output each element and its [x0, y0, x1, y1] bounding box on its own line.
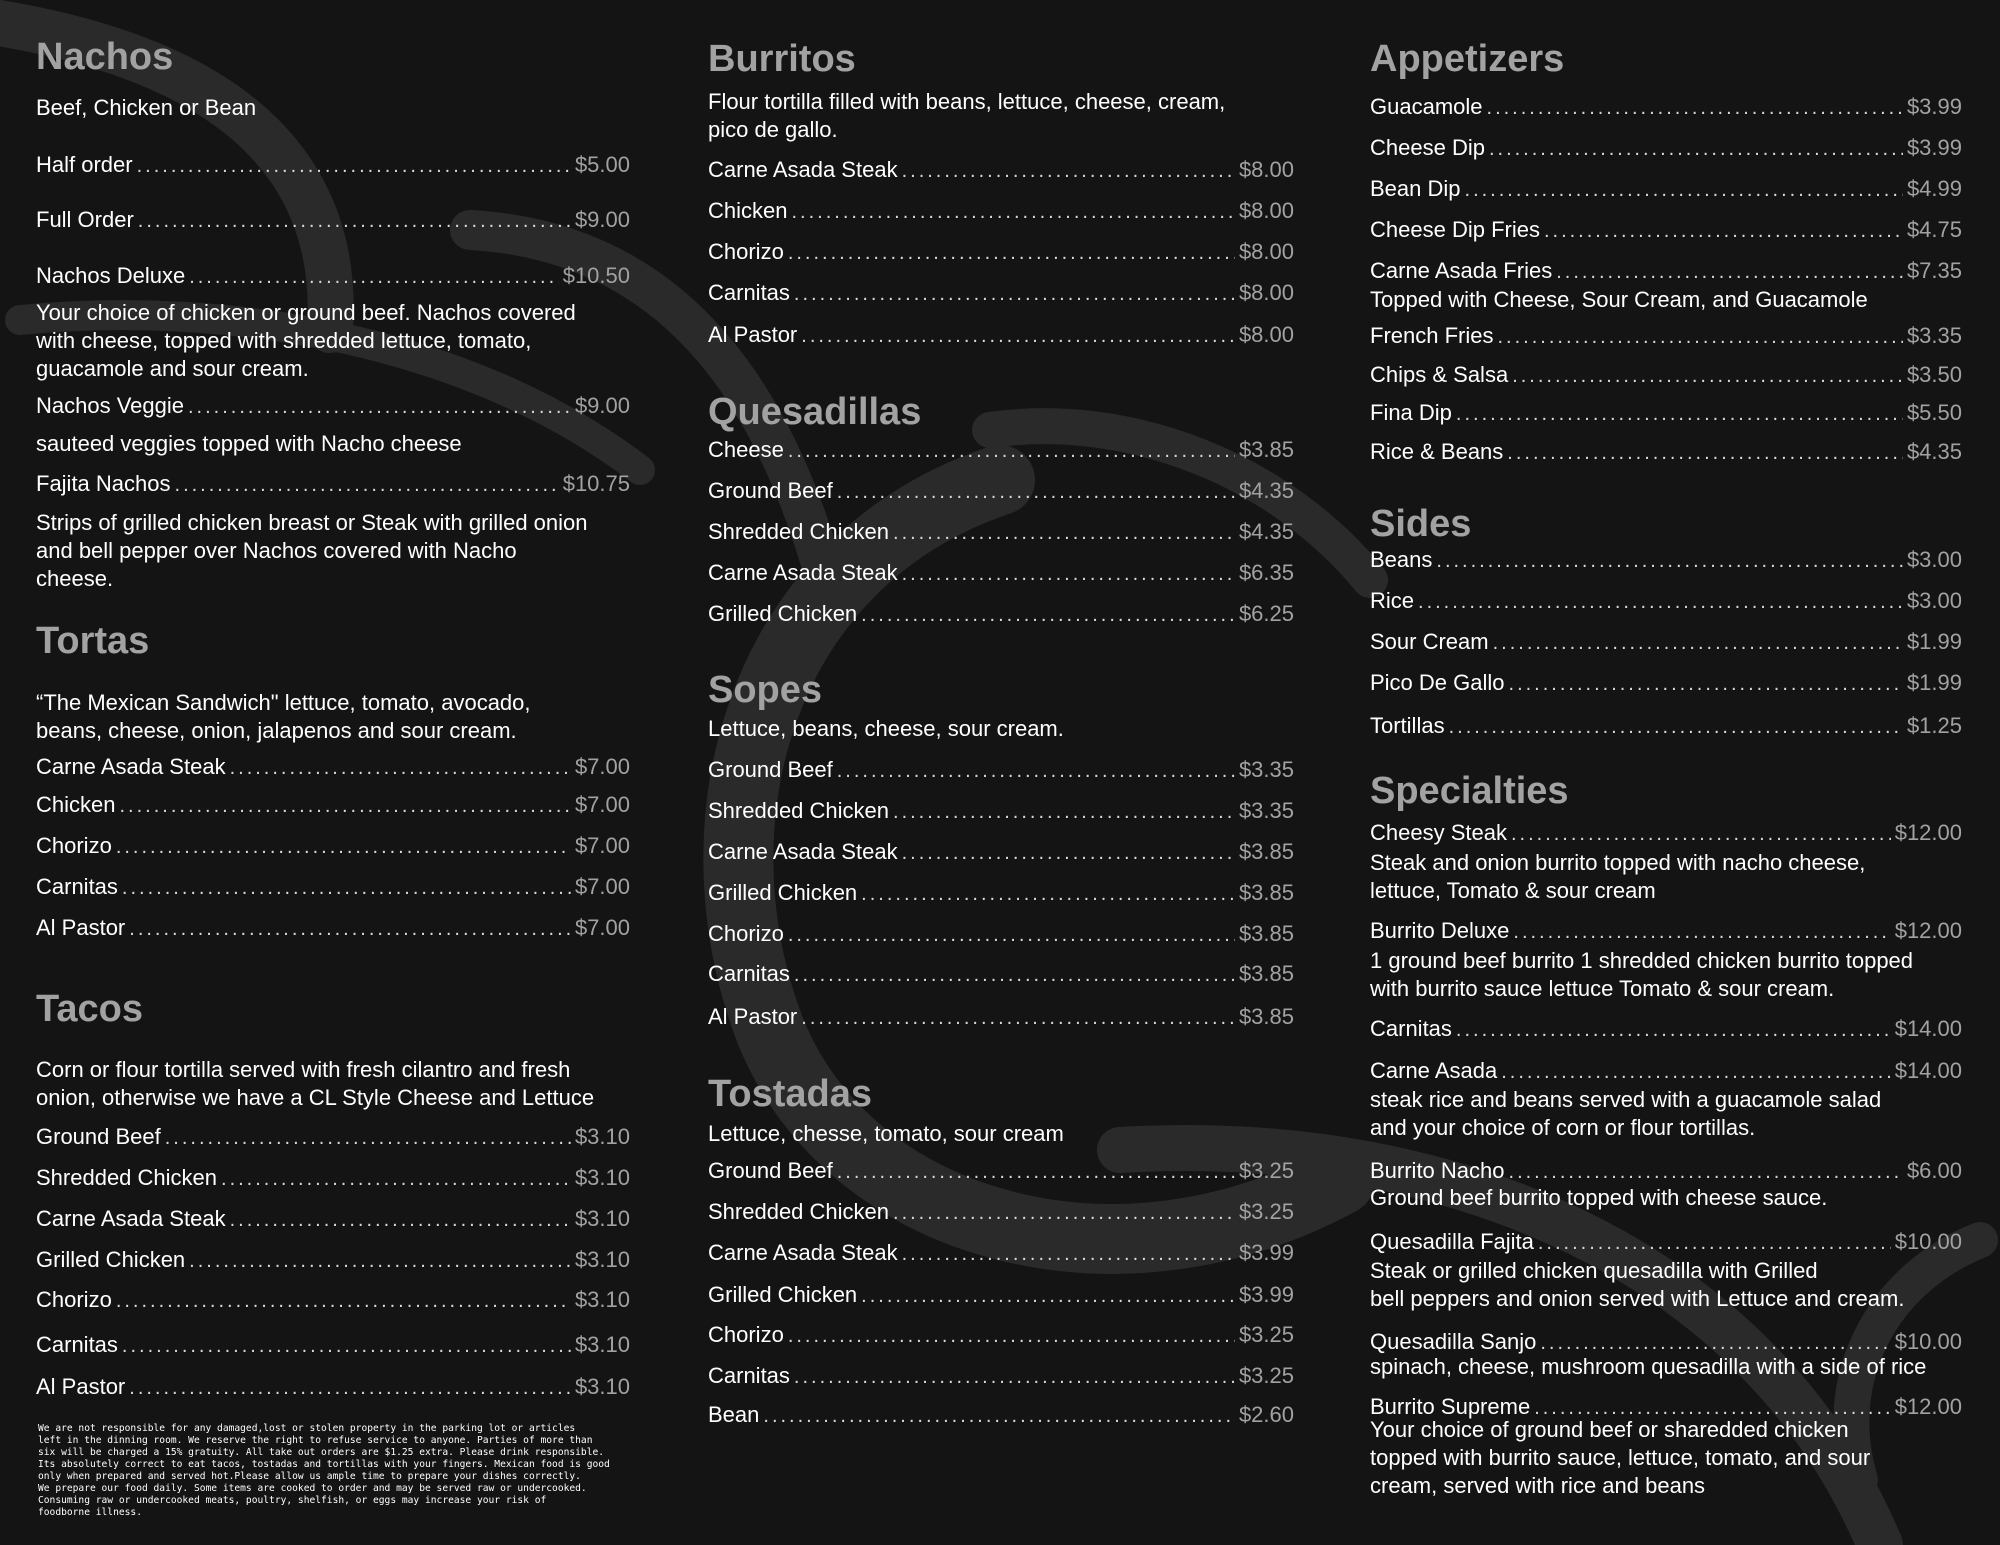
- appetizers-heading: Appetizers: [1370, 38, 1565, 80]
- sides-heading: Sides: [1370, 503, 1472, 545]
- dot-leader: [788, 1321, 1235, 1351]
- item-price: $3.99: [1906, 135, 1962, 160]
- dot-leader: [794, 1362, 1235, 1392]
- dot-leader: [801, 321, 1235, 351]
- menu-item-taco[interactable]: [36, 1285, 630, 1315]
- dot-leader: [122, 873, 571, 903]
- item-price: $3.10: [574, 1287, 630, 1312]
- item-name: Carnitas: [36, 1332, 118, 1357]
- item-price: $3.25: [1238, 1199, 1294, 1224]
- dot-leader: [893, 797, 1235, 827]
- menu-item-taco[interactable]: [36, 1204, 630, 1234]
- menu-item-tostada[interactable]: [708, 1238, 1294, 1268]
- dot-leader: [137, 151, 571, 181]
- item-name: Pico De Gallo: [1370, 670, 1505, 695]
- item-name: Carnitas: [36, 874, 118, 899]
- dot-leader: [1449, 712, 1903, 742]
- item-price: $6.00: [1906, 1158, 1962, 1183]
- item-price: $3.25: [1238, 1158, 1294, 1183]
- item-price: $9.00: [574, 393, 630, 418]
- item-price: $8.00: [1238, 280, 1294, 305]
- sopes-description: Lettuce, beans, cheese, sour cream.: [708, 716, 1064, 741]
- item-name: Fajita Nachos: [36, 471, 171, 496]
- nachos-heading: Nachos: [36, 36, 174, 78]
- item-name: Carne Asada Steak: [708, 839, 898, 864]
- nachos-subtitle: Beef, Chicken or Bean: [36, 95, 257, 120]
- menu-item-torta[interactable]: [36, 790, 630, 820]
- menu-item-side[interactable]: [1370, 668, 1962, 698]
- dot-leader: [1512, 361, 1903, 391]
- item-price: $3.99: [1906, 94, 1962, 119]
- item-description: lettuce, Tomato & sour cream: [1370, 878, 1656, 903]
- menu-item-specialty[interactable]: [1370, 1056, 1962, 1086]
- item-description: with cheese, topped with shredded lettuce, tomato,: [36, 328, 532, 353]
- item-name: Chorizo: [708, 921, 784, 946]
- menu-item-burrito[interactable]: [708, 320, 1294, 350]
- item-name: Half order: [36, 152, 133, 177]
- item-name: Carne Asada Steak: [36, 754, 226, 779]
- menu-item-side[interactable]: [1370, 627, 1962, 657]
- item-price: $12.00: [1894, 820, 1962, 845]
- item-name: Shredded Chicken: [708, 1199, 890, 1224]
- menu-item-appetizer[interactable]: [1370, 398, 1962, 428]
- dot-leader: [788, 238, 1235, 268]
- dot-leader: [188, 392, 571, 422]
- item-name: Carnitas: [708, 1363, 790, 1388]
- item-description: steak rice and beans served with a guacamole salad: [1370, 1087, 1882, 1112]
- item-price: $3.35: [1906, 323, 1962, 348]
- disclaimer-line: Its absolutely correct to eat tacos, tostadas and tortillas with your fingers. Mexican food is good: [38, 1459, 610, 1470]
- dot-leader: [1507, 438, 1903, 468]
- menu-item-quesadilla[interactable]: [708, 476, 1294, 506]
- item-price: $3.85: [1238, 839, 1294, 864]
- menu-item-taco[interactable]: [36, 1372, 630, 1402]
- item-name: Nachos Deluxe: [36, 263, 186, 288]
- item-name: Bean: [708, 1402, 760, 1427]
- dot-leader: [129, 914, 571, 944]
- item-price: $3.85: [1238, 1004, 1294, 1029]
- menu-item-burrito[interactable]: [708, 155, 1294, 185]
- menu-item-tostada[interactable]: [708, 1156, 1294, 1186]
- dot-leader: [129, 1373, 571, 1403]
- disclaimer-line: We prepare our food daily. Some items are cooked to order and may be served raw or undercooked.: [38, 1483, 587, 1494]
- item-price: $9.00: [574, 207, 630, 232]
- item-price: $3.35: [1238, 757, 1294, 782]
- item-description: Steak or grilled chicken quesadilla with Grilled: [1370, 1258, 1818, 1283]
- item-price: $8.00: [1238, 322, 1294, 347]
- item-name: Guacamole: [1370, 94, 1483, 119]
- dot-leader: [861, 600, 1235, 630]
- item-price: $7.35: [1906, 258, 1962, 283]
- item-name: Carne Asada Steak: [36, 1206, 226, 1231]
- quesadillas-heading: Quesadillas: [708, 391, 922, 433]
- item-name: Carnitas: [1370, 1016, 1452, 1041]
- dot-leader: [1544, 216, 1903, 246]
- item-price: $12.00: [1894, 918, 1962, 943]
- item-price: $7.00: [574, 874, 630, 899]
- item-description: topped with burrito sauce, lettuce, tomato, and sour: [1370, 1445, 1871, 1470]
- item-price: $3.99: [1238, 1240, 1294, 1265]
- dot-leader: [1456, 1015, 1891, 1045]
- item-name: Burrito Nacho: [1370, 1158, 1505, 1183]
- item-price: $1.25: [1906, 713, 1962, 738]
- item-price: $3.10: [574, 1374, 630, 1399]
- item-name: Quesadilla Sanjo: [1370, 1329, 1537, 1354]
- menu-item-half-order[interactable]: [36, 150, 630, 180]
- dot-leader: [230, 753, 571, 783]
- menu-item-side[interactable]: [1370, 545, 1962, 575]
- tostadas-description: Lettuce, chesse, tomato, sour cream: [708, 1121, 1064, 1146]
- burritos-heading: Burritos: [708, 38, 856, 80]
- item-name: Chicken: [36, 792, 116, 817]
- dot-leader: [902, 559, 1235, 589]
- item-description: spinach, cheese, mushroom quesadilla with a side of rice: [1370, 1354, 1927, 1379]
- item-price: $3.25: [1238, 1363, 1294, 1388]
- item-description: cream, served with rice and beans: [1370, 1473, 1706, 1498]
- disclaimer-line: only when prepared and served hot.Please allow us ample time to prepare your dishes correctly.: [38, 1471, 581, 1482]
- item-name: Chorizo: [36, 1287, 112, 1312]
- item-name: Carne Asada Steak: [708, 560, 898, 585]
- tortas-description: “The Mexican Sandwich" lettuce, tomato, avocado,: [36, 690, 531, 715]
- menu-item-specialty[interactable]: [1370, 916, 1962, 946]
- item-name: French Fries: [1370, 323, 1494, 348]
- menu-item-burrito[interactable]: [708, 196, 1294, 226]
- item-description: 1 ground beef burrito 1 shredded chicken burrito topped: [1370, 948, 1914, 973]
- dot-leader: [801, 1003, 1235, 1033]
- item-price: $10.75: [562, 471, 630, 496]
- item-name: Sour Cream: [1370, 629, 1489, 654]
- item-price: $4.35: [1238, 478, 1294, 503]
- item-price: $12.00: [1894, 1394, 1962, 1419]
- disclaimer-line: left in the dinning room. We reserve the right to refuse service to anyone. Parties of more than: [38, 1435, 593, 1446]
- dot-leader: [794, 279, 1235, 309]
- disclaimer-line: foodborne illness.: [38, 1507, 142, 1518]
- burritos-description: Flour tortilla filled with beans, lettuce, cheese, cream,: [708, 89, 1226, 114]
- item-name: Chorizo: [708, 239, 784, 264]
- dot-leader: [189, 1246, 571, 1276]
- item-price: $6.25: [1238, 601, 1294, 626]
- dot-leader: [893, 518, 1235, 548]
- item-price: $3.00: [1906, 588, 1962, 613]
- menu-item-tostada[interactable]: [708, 1280, 1294, 1310]
- menu-item-torta[interactable]: [36, 831, 630, 861]
- menu-item-tostada[interactable]: [708, 1361, 1294, 1391]
- dot-leader: [1511, 819, 1891, 849]
- item-name: Grilled Chicken: [708, 880, 858, 905]
- item-price: $10.00: [1894, 1329, 1962, 1354]
- dot-leader: [1465, 175, 1903, 205]
- item-name: Grilled Chicken: [36, 1247, 186, 1272]
- dot-leader: [794, 960, 1235, 990]
- item-name: Al Pastor: [36, 1374, 126, 1399]
- item-description: cheese.: [36, 566, 114, 591]
- menu-item-tostada[interactable]: [708, 1400, 1294, 1430]
- item-price: $3.00: [1906, 547, 1962, 572]
- item-name: Quesadilla Fajita: [1370, 1229, 1534, 1254]
- dot-leader: [189, 262, 559, 292]
- menu-item-specialty[interactable]: [1370, 1227, 1962, 1257]
- menu-item-quesadilla[interactable]: [708, 558, 1294, 588]
- menu-item-sope[interactable]: [708, 837, 1294, 867]
- item-name: Ground Beef: [36, 1124, 161, 1149]
- dot-leader: [138, 206, 571, 236]
- dot-leader: [230, 1205, 571, 1235]
- item-name: Cheesy Steak: [1370, 820, 1507, 845]
- tortas-description: beans, cheese, onion, jalapenos and sour cream.: [36, 718, 517, 743]
- dot-leader: [788, 920, 1235, 950]
- dot-leader: [1418, 587, 1903, 617]
- menu-item-taco[interactable]: [36, 1245, 630, 1275]
- item-description: bell peppers and onion served with Lettuce and cream.: [1370, 1286, 1905, 1311]
- dot-leader: [788, 436, 1235, 466]
- menu-item-sope[interactable]: [708, 755, 1294, 785]
- menu-item-full-order[interactable]: [36, 205, 630, 235]
- item-price: $4.35: [1238, 519, 1294, 544]
- item-name: Chicken: [708, 198, 788, 223]
- menu-item-torta[interactable]: [36, 872, 630, 902]
- item-price: $3.10: [574, 1206, 630, 1231]
- menu-item-side[interactable]: [1370, 586, 1962, 616]
- item-name: Rice & Beans: [1370, 439, 1504, 464]
- item-name: Al Pastor: [708, 322, 798, 347]
- menu-item-appetizer[interactable]: [1370, 133, 1962, 163]
- item-description: and bell pepper over Nachos covered with Nacho: [36, 538, 517, 563]
- item-name: Shredded Chicken: [708, 798, 890, 823]
- tacos-description: Corn or flour tortilla served with fresh cilantro and fresh: [36, 1057, 571, 1082]
- item-price: $3.10: [574, 1247, 630, 1272]
- menu-item-torta[interactable]: [36, 913, 630, 943]
- menu-item-appetizer[interactable]: [1370, 174, 1962, 204]
- item-price: $10.50: [562, 263, 630, 288]
- item-price: $7.00: [574, 792, 630, 817]
- item-name: Grilled Chicken: [708, 1282, 858, 1307]
- item-name: Grilled Chicken: [708, 601, 858, 626]
- menu-item-side[interactable]: [1370, 711, 1962, 741]
- dot-leader: [119, 791, 570, 821]
- menu-item-burrito[interactable]: [708, 237, 1294, 267]
- menu-item-nachos-veggie[interactable]: [36, 391, 630, 421]
- dot-leader: [1436, 546, 1903, 576]
- dot-leader: [893, 1198, 1235, 1228]
- item-description: Your choice of chicken or ground beef. Nachos covered: [36, 300, 576, 325]
- dot-leader: [1538, 1228, 1891, 1258]
- menu-item-sope[interactable]: [708, 959, 1294, 989]
- menu-item-appetizer[interactable]: [1370, 92, 1962, 122]
- item-description: with burrito sauce lettuce Tomato & sour cream.: [1370, 976, 1835, 1001]
- dot-leader: [1513, 917, 1890, 947]
- item-price: $7.00: [574, 915, 630, 940]
- menu-item-appetizer[interactable]: [1370, 321, 1962, 351]
- item-price: $4.99: [1906, 176, 1962, 201]
- item-price: $7.00: [574, 754, 630, 779]
- dot-leader: [175, 470, 559, 500]
- dot-leader: [902, 838, 1235, 868]
- menu-item-sope[interactable]: [708, 1002, 1294, 1032]
- item-price: $14.00: [1894, 1016, 1962, 1041]
- item-description: Strips of grilled chicken breast or Steak with grilled onion: [36, 510, 588, 535]
- tacos-heading: Tacos: [36, 988, 144, 1030]
- item-price: $3.10: [574, 1165, 630, 1190]
- dot-leader: [122, 1331, 571, 1361]
- dot-leader: [165, 1123, 571, 1153]
- disclaimer-line: Consuming raw or undercooked meats, poultry, shelfish, or eggs may increase your risk of: [38, 1495, 547, 1506]
- dot-leader: [1487, 93, 1903, 123]
- dot-leader: [1456, 399, 1903, 429]
- menu-item-appetizer[interactable]: [1370, 256, 1962, 286]
- menu-item-taco[interactable]: [36, 1330, 630, 1360]
- menu-item-burrito[interactable]: [708, 278, 1294, 308]
- item-price: $2.60: [1238, 1402, 1294, 1427]
- item-name: Ground Beef: [708, 478, 833, 503]
- menu-item-quesadilla[interactable]: [708, 599, 1294, 629]
- dot-leader: [116, 1286, 571, 1316]
- dot-leader: [763, 1401, 1235, 1431]
- item-name: Tortillas: [1370, 713, 1445, 738]
- item-price: $14.00: [1894, 1058, 1962, 1083]
- item-name: Rice: [1370, 588, 1415, 613]
- menu-item-sope[interactable]: [708, 878, 1294, 908]
- dot-leader: [1497, 322, 1902, 352]
- menu-item-specialty[interactable]: [1370, 1014, 1962, 1044]
- menu-item-appetizer[interactable]: [1370, 215, 1962, 245]
- item-description: guacamole and sour cream.: [36, 356, 309, 381]
- item-price: $7.00: [574, 833, 630, 858]
- item-price: $3.25: [1238, 1322, 1294, 1347]
- menu-item-specialty[interactable]: [1370, 818, 1962, 848]
- disclaimer-fine-print: [38, 1411, 610, 1531]
- menu-item-specialty[interactable]: [1370, 1156, 1962, 1186]
- dot-leader: [116, 832, 571, 862]
- menu-item-nachos-deluxe[interactable]: [36, 261, 630, 291]
- sopes-heading: Sopes: [708, 669, 823, 711]
- disclaimer-line: We are not responsible for any damaged,lost or stolen property in the parking lot or articles: [38, 1423, 576, 1434]
- item-price: $8.00: [1238, 239, 1294, 264]
- item-name: Ground Beef: [708, 757, 833, 782]
- item-price: $3.50: [1906, 362, 1962, 387]
- specialties-heading: Specialties: [1370, 770, 1569, 812]
- dot-leader: [1489, 134, 1903, 164]
- item-description: sauteed veggies topped with Nacho cheese: [36, 431, 462, 456]
- item-name: Ground Beef: [708, 1158, 833, 1183]
- item-name: Carne Asada: [1370, 1058, 1498, 1083]
- item-price: $8.00: [1238, 198, 1294, 223]
- menu-item-appetizer[interactable]: [1370, 360, 1962, 390]
- dot-leader: [221, 1164, 571, 1194]
- item-name: Carnitas: [708, 961, 790, 986]
- menu-item-tostada[interactable]: [708, 1320, 1294, 1350]
- tacos-description: onion, otherwise we have a CL Style Cheese and Lettuce: [36, 1085, 595, 1110]
- item-name: Cheese: [708, 437, 784, 462]
- item-name: Nachos Veggie: [36, 393, 184, 418]
- menu-item-taco[interactable]: [36, 1163, 630, 1193]
- dot-leader: [791, 197, 1234, 227]
- item-name: Al Pastor: [708, 1004, 798, 1029]
- item-description: and your choice of corn or flour tortillas.: [1370, 1115, 1756, 1140]
- item-price: $8.00: [1238, 157, 1294, 182]
- tortas-heading: Tortas: [36, 620, 150, 662]
- item-price: $1.99: [1906, 629, 1962, 654]
- item-price: $3.85: [1238, 437, 1294, 462]
- menu-item-sope[interactable]: [708, 796, 1294, 826]
- item-name: Shredded Chicken: [36, 1165, 218, 1190]
- item-price: $4.75: [1906, 217, 1962, 242]
- dot-leader: [861, 1281, 1235, 1311]
- menu-item-appetizer[interactable]: [1370, 437, 1962, 467]
- item-price: $3.10: [574, 1124, 630, 1149]
- item-name: Chips & Salsa: [1370, 362, 1509, 387]
- menu-item-quesadilla[interactable]: [708, 435, 1294, 465]
- dot-leader: [902, 1239, 1235, 1269]
- item-description: Ground beef burrito topped with cheese sauce.: [1370, 1185, 1828, 1210]
- item-price: $5.50: [1906, 400, 1962, 425]
- tostadas-heading: Tostadas: [708, 1073, 873, 1115]
- item-name: Chorizo: [708, 1322, 784, 1347]
- item-name: Burrito Deluxe: [1370, 918, 1510, 943]
- item-name: Cheese Dip Fries: [1370, 217, 1540, 242]
- item-name: Beans: [1370, 547, 1433, 572]
- item-name: Carne Asada Steak: [708, 1240, 898, 1265]
- item-description: Topped with Cheese, Sour Cream, and Guacamole: [1370, 287, 1868, 312]
- item-name: Carne Asada Fries: [1370, 258, 1553, 283]
- dot-leader: [1501, 1057, 1891, 1087]
- item-name: Bean Dip: [1370, 176, 1461, 201]
- item-name: Chorizo: [36, 833, 112, 858]
- item-name: Shredded Chicken: [708, 519, 890, 544]
- menu-item-torta[interactable]: [36, 752, 630, 782]
- menu-item-fajita-nachos[interactable]: [36, 469, 630, 499]
- item-price: $3.99: [1238, 1282, 1294, 1307]
- dot-leader: [861, 879, 1235, 909]
- item-price: $3.35: [1238, 798, 1294, 823]
- item-name: Fina Dip: [1370, 400, 1452, 425]
- dot-leader: [1509, 669, 1903, 699]
- dot-leader: [837, 1157, 1235, 1187]
- dot-leader: [1556, 257, 1903, 287]
- item-name: Full Order: [36, 207, 134, 232]
- item-name: Carnitas: [708, 280, 790, 305]
- item-description: Steak and onion burrito topped with nacho cheese,: [1370, 850, 1866, 875]
- item-price: $3.10: [574, 1332, 630, 1357]
- item-name: Cheese Dip: [1370, 135, 1485, 160]
- item-price: $3.85: [1238, 921, 1294, 946]
- disclaimer-line: six will be charged a 15% gratuity. All take out orders are $1.25 extra. Please drink responsible.: [38, 1447, 605, 1458]
- dot-leader: [837, 756, 1235, 786]
- item-name: Carne Asada Steak: [708, 157, 898, 182]
- item-description: Your choice of ground beef or sharedded chicken: [1370, 1417, 1849, 1442]
- item-price: $3.85: [1238, 961, 1294, 986]
- menu-item-tostada[interactable]: [708, 1197, 1294, 1227]
- burritos-description: pico de gallo.: [708, 117, 838, 142]
- dot-leader: [902, 156, 1235, 186]
- item-price: $10.00: [1894, 1229, 1962, 1254]
- dot-leader: [1509, 1157, 1903, 1187]
- item-price: $1.99: [1906, 670, 1962, 695]
- item-name: Al Pastor: [36, 915, 126, 940]
- item-price: $6.35: [1238, 560, 1294, 585]
- item-price: $4.35: [1906, 439, 1962, 464]
- item-name: Burrito Supreme: [1370, 1394, 1531, 1419]
- menu-item-sope[interactable]: [708, 919, 1294, 949]
- dot-leader: [837, 477, 1235, 507]
- item-price: $5.00: [574, 152, 630, 177]
- item-price: $3.85: [1238, 880, 1294, 905]
- menu-item-quesadilla[interactable]: [708, 517, 1294, 547]
- menu-item-taco[interactable]: [36, 1122, 630, 1152]
- dot-leader: [1493, 628, 1903, 658]
